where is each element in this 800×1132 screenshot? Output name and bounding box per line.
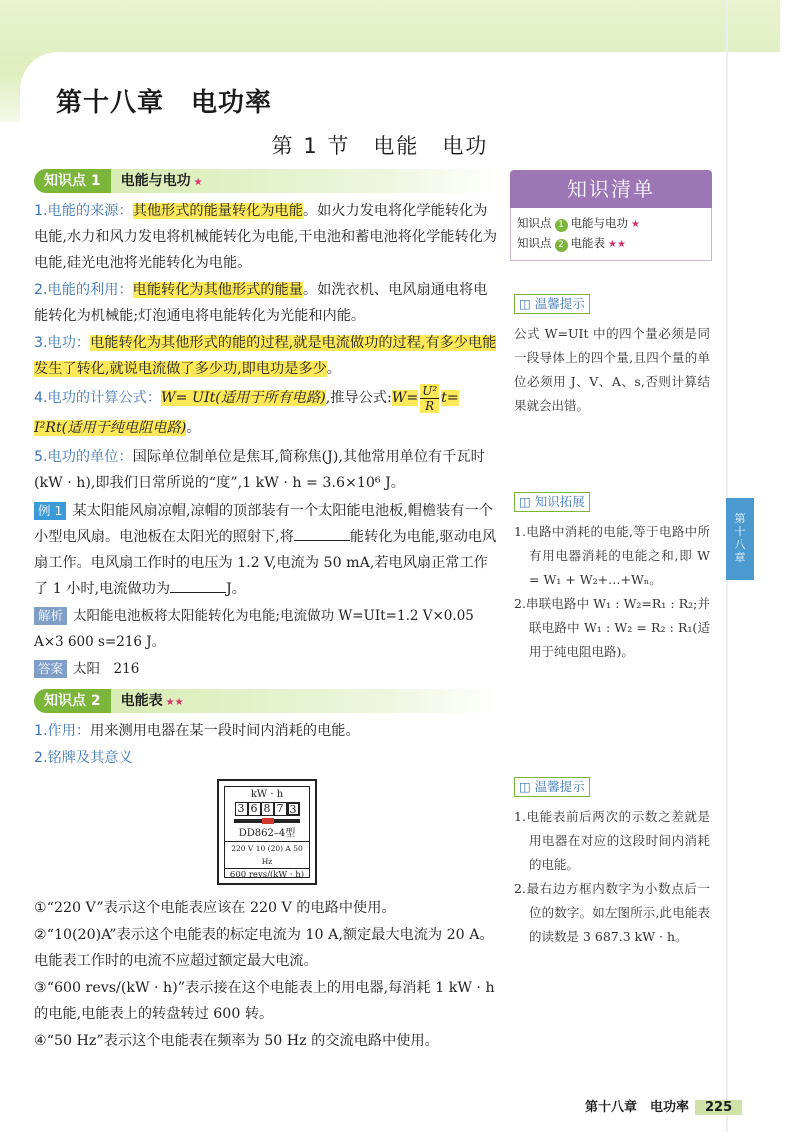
meter-digit: 7 bbox=[274, 802, 287, 816]
extension-box bbox=[514, 490, 710, 664]
fraction-numerator: U² bbox=[422, 383, 438, 398]
list-prefix: 知识点 bbox=[517, 216, 552, 230]
tip-1-header: ◫ 温馨提示 bbox=[514, 294, 590, 314]
star-icon: ★★ bbox=[608, 239, 626, 250]
extension-item: 2.串联电路中 W₁ : W₂=R₁ : R₂;并联电路中 W₁ : W₂ = R₂ : R₁(适用于纯电阻电路)。 bbox=[514, 596, 710, 659]
tip-box-1 bbox=[514, 292, 710, 418]
kp1-star-icon: ★ bbox=[193, 177, 203, 188]
list-number: 1 bbox=[555, 219, 568, 232]
kp2-item-2 bbox=[34, 745, 500, 771]
side-tab-text: 第十八章 bbox=[734, 512, 746, 564]
meter-unit: kW · h bbox=[250, 789, 284, 800]
meter-spec: 220 V 10 (20) A 50 Hz bbox=[225, 842, 309, 869]
tip-1-text: 公式 W=UIt 中的四个量必须是同一段导体上的四个量,且四个量的单位必须用 J、V、A、s,否则计算结果就会出错。 bbox=[514, 326, 710, 413]
example-text-b: 能转化为电能,驱动电风扇工作。电风扇工作时的电压为 1.2 V,电流为 50 mA,若电风扇正常工作了 1 小时,电流做功为 bbox=[34, 529, 497, 597]
chapter-title: 第十八章 电功率 bbox=[56, 88, 273, 118]
tip-2-title: 温馨提示 bbox=[534, 779, 585, 794]
kp1-badge: 知识点 1 bbox=[34, 169, 111, 193]
extension-item: 1.电路中消耗的电能,等于电路中所有用电器消耗的电能之和,即 W = W₁ + W₂+…+Wₙ。 bbox=[514, 524, 710, 587]
example-text-a: 某太阳能风扇凉帽,凉帽的顶部装有一个太阳能电池板,帽檐装有一个小型电风扇。电池板在太阳光的照射下,将 bbox=[34, 503, 493, 545]
kp1-title: 电能与电功 bbox=[120, 173, 191, 189]
meter-digits bbox=[225, 802, 309, 816]
meter-note-3: ③“600 revs/(kW · h)”表示接在这个电能表上的用电器,每消耗 1 kW · h 的电能,电能表上的转盘转过 600 转。 bbox=[34, 980, 495, 1022]
example-tag: 例 1 bbox=[34, 502, 66, 520]
footer-chapter: 第十八章 电功率 bbox=[585, 1100, 690, 1115]
answer-blank-1[interactable] bbox=[294, 525, 350, 541]
meter-rev: 600 revs/(kW · h) bbox=[229, 870, 305, 880]
knowledge-list-panel bbox=[510, 170, 712, 261]
analysis-tag: 解析 bbox=[34, 607, 67, 625]
meter-note-4: ④“50 Hz”表示这个电能表在频率为 50 Hz 的交流电路中使用。 bbox=[34, 1033, 439, 1049]
analysis-text: 太阳能电池板将太阳能转化为电能;电流做功 W=UIt=1.2 V×0.05 A×3 600 s=216 J。 bbox=[34, 608, 474, 650]
meter-note-2: ②“10(20)A”表示这个电能表的标定电流为 10 A,额定最大电流为 20 A。电能表工作时的电流不应超过额定最大电流。 bbox=[34, 927, 494, 969]
answer-text: 太阳 216 bbox=[73, 661, 140, 677]
star-icon: ★ bbox=[631, 219, 640, 230]
knowledge-list bbox=[510, 208, 712, 261]
meter-note-1: ①“220 V”表示这个电能表应该在 220 V 的电路中使用。 bbox=[34, 900, 396, 916]
formula-fraction bbox=[420, 384, 439, 413]
meter-digit: 8 bbox=[261, 802, 274, 816]
item-label: 2.铭牌及其意义 bbox=[34, 750, 133, 766]
example-1 bbox=[34, 498, 500, 602]
meter-digit: 6 bbox=[248, 802, 261, 816]
item-text-end: 。 bbox=[186, 420, 201, 436]
kp2-star-icon: ★★ bbox=[165, 697, 184, 708]
tip-2-list bbox=[514, 805, 710, 949]
knowledge-point-1-header bbox=[34, 168, 500, 194]
item-label: 1.电能的来源： bbox=[34, 203, 133, 219]
meter-digit-decimal: 3 bbox=[287, 802, 300, 816]
item-text: ,推导公式: bbox=[325, 390, 392, 406]
energy-meter-diagram bbox=[217, 779, 317, 885]
meter-disk-icon bbox=[234, 819, 300, 823]
page-footer bbox=[585, 1096, 742, 1115]
item-text: 。 bbox=[326, 361, 341, 377]
list-name: 电能与电功 bbox=[570, 216, 628, 230]
item-text: 用来测用电器在某一段时间内消耗的电能。 bbox=[90, 723, 360, 739]
tip-box-2 bbox=[514, 775, 710, 949]
highlight-text: 电能转化为其他形式的能的过程,就是电流做功的过程,有多少电能发生了转化,就说电流做了多少功,即电功是多少 bbox=[34, 335, 497, 377]
section-title: 第 1 节 电能 电功 bbox=[271, 134, 489, 158]
formula-highlight: W= UIt(适用于所有电路) bbox=[161, 390, 326, 406]
formula-derived-a: W= bbox=[391, 390, 419, 406]
analysis bbox=[34, 603, 500, 655]
tip-2-header: ◫ 温馨提示 bbox=[514, 777, 590, 797]
fraction-denominator: R bbox=[425, 398, 435, 413]
extension-list bbox=[514, 520, 710, 664]
kp1-item-4 bbox=[34, 383, 500, 443]
item-label: 4.电功的计算公式： bbox=[34, 390, 162, 406]
knowledge-point-2-header bbox=[34, 688, 500, 714]
kp2-item-1 bbox=[34, 718, 500, 744]
kp2-title-bar bbox=[111, 689, 500, 713]
extension-header: ◫ 知识拓展 bbox=[514, 492, 590, 512]
kp1-item-2 bbox=[34, 277, 500, 329]
meter-face bbox=[224, 786, 310, 878]
highlight-text: 电能转化为其他形式的能量 bbox=[132, 282, 303, 298]
item-text: 。如洗衣机、电风扇通电将电能转化为机械能;灯泡通电将电能转化为光能和内能。 bbox=[34, 282, 488, 324]
item-text: 。如火力发电将化学能转化为电能,水力和风力发电将机械能转化为电能,干电池和蓄电池将化学能转化为电能,硅光电池将光能转化为电能。 bbox=[34, 203, 498, 271]
list-item[interactable] bbox=[517, 214, 705, 234]
highlight-text: 其他形式的能量转化为电能 bbox=[132, 203, 303, 219]
tip-1-title: 温馨提示 bbox=[534, 296, 585, 311]
item-label: 5.电功的单位： bbox=[34, 449, 133, 465]
meter-model: DD862–4型 bbox=[225, 827, 309, 842]
answer bbox=[34, 656, 500, 682]
answer-tag: 答案 bbox=[34, 660, 67, 678]
page-number: 225 bbox=[695, 1100, 742, 1115]
kp1-title-bar bbox=[111, 169, 500, 193]
tip-2-item: 1.电能表前后两次的示数之差就是用电器在对应的这段时间内消耗的电能。 bbox=[514, 809, 710, 872]
kp1-item-3 bbox=[34, 330, 500, 382]
kp2-title: 电能表 bbox=[120, 693, 163, 709]
list-number: 2 bbox=[555, 239, 568, 252]
knowledge-list-title: 知识清单 bbox=[510, 170, 712, 208]
list-item[interactable] bbox=[517, 234, 705, 254]
meter-digit: 3 bbox=[235, 802, 248, 816]
answer-blank-2[interactable] bbox=[170, 577, 226, 593]
list-name: 电能表 bbox=[570, 236, 605, 250]
item-label: 2.电能的利用： bbox=[34, 282, 133, 298]
formula-derived-b: t= I²Rt(适用于纯电阻电路) bbox=[34, 390, 459, 436]
kp2-badge: 知识点 2 bbox=[34, 689, 111, 713]
extension-title: 知识拓展 bbox=[534, 494, 585, 509]
example-text-c: J。 bbox=[226, 581, 246, 597]
main-column bbox=[34, 168, 500, 1055]
list-prefix: 知识点 bbox=[517, 236, 552, 250]
kp1-item-1 bbox=[34, 198, 500, 276]
item-label: 3.电功： bbox=[34, 335, 91, 351]
item-label: 1.作用： bbox=[34, 723, 91, 739]
item-text: 国际单位制单位是焦耳,简称焦(J),其他常用单位有千瓦时(kW · h),即我们日常所说的“度”,1 kW · h = 3.6×10⁶ J。 bbox=[34, 449, 485, 491]
chapter-side-tab[interactable] bbox=[726, 498, 754, 580]
kp1-item-5 bbox=[34, 444, 500, 496]
tip-2-item: 2.最右边方框内数字为小数点后一位的数字。如左图所示,此电能表的读数是 3 687.3 kW · h。 bbox=[514, 881, 710, 944]
